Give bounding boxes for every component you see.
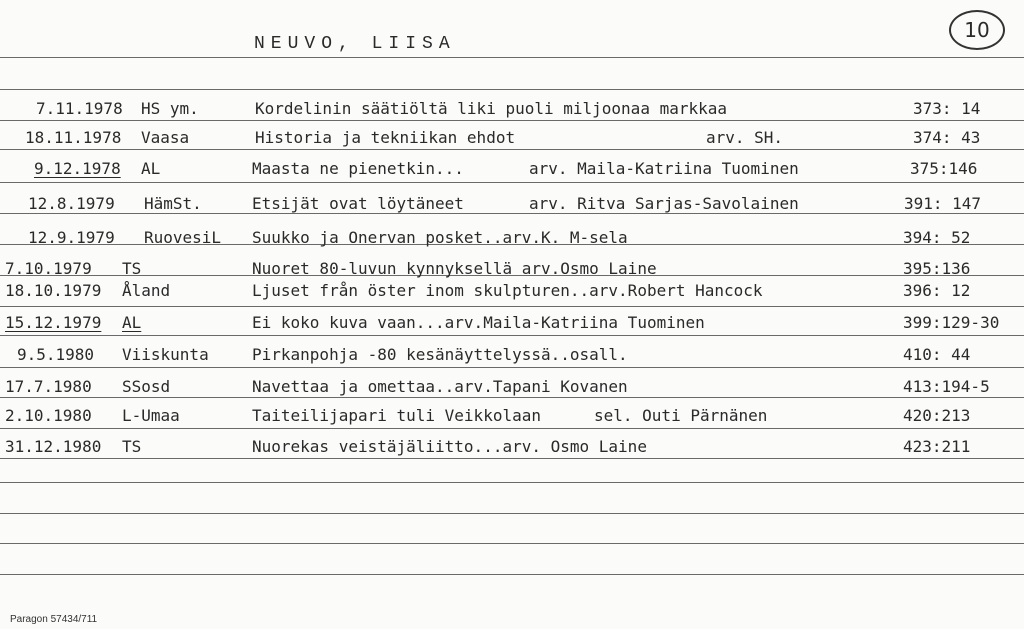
entry-date: 2.10.1980 xyxy=(5,406,92,425)
entry-text: Ei koko kuva vaan...arv.Maila-Katriina Tuominen xyxy=(252,313,705,332)
entry-text: Nuoret 80-luvun kynnyksellä arv.Osmo Laine xyxy=(252,259,657,278)
entry-row xyxy=(0,228,1024,252)
rule-line xyxy=(0,574,1024,575)
entry-source: Vaasa xyxy=(141,128,190,147)
entry-row xyxy=(0,377,1024,401)
entry-row xyxy=(0,345,1024,369)
entry-source: Åland xyxy=(122,281,171,300)
entry-text: Kordelinin säätiöltä liki puoli miljoonaa markkaa xyxy=(255,99,728,118)
printer-mark: Paragon 57434/711 xyxy=(10,614,98,625)
entry-row xyxy=(0,437,1024,461)
entry-date: 12.9.1979 xyxy=(28,228,115,247)
entry-text: Historia ja tekniikan ehdot xyxy=(255,128,516,147)
entry-text: Taiteilijapari tuli Veikkolaan xyxy=(252,406,541,425)
entry-text: Etsijät ovat löytäneet xyxy=(252,194,464,213)
entry-date: 31.12.1980 xyxy=(5,437,102,456)
rule-line xyxy=(0,543,1024,544)
entry-ref: 373: 14 xyxy=(913,99,981,118)
entry-ref: 374: 43 xyxy=(913,128,981,147)
entry-ref: 423:211 xyxy=(903,437,971,456)
entry-source: Viiskunta xyxy=(122,345,209,364)
entry-ref: 413:194-5 xyxy=(903,377,990,396)
entry-date: 9.12.1978 xyxy=(34,159,121,178)
entry-source: L-Umaa xyxy=(122,406,180,425)
entry-date: 17.7.1980 xyxy=(5,377,92,396)
entry-ref: 410: 44 xyxy=(903,345,971,364)
entry-ref: 396: 12 xyxy=(903,281,971,300)
entry-ref: 375:146 xyxy=(910,159,978,178)
entry-ref: 399:129-30 xyxy=(903,313,1000,332)
entry-date: 15.12.1979 xyxy=(5,313,102,332)
entry-text: Pirkanpohja -80 kesänäyttelyssä..osall. xyxy=(252,345,628,364)
rule-line xyxy=(0,57,1024,58)
entry-date: 9.5.1980 xyxy=(17,345,95,364)
entry-text: Maasta ne pienetkin... xyxy=(252,159,464,178)
entry-row xyxy=(0,159,1024,183)
entry-row xyxy=(0,99,1024,123)
entry-text: Navettaa ja omettaa..arv.Tapani Kovanen xyxy=(252,377,628,396)
entry-row xyxy=(0,406,1024,430)
entry-source: AL xyxy=(141,159,161,178)
entry-text: Nuorekas veistäjäliitto...arv. Osmo Laine xyxy=(252,437,647,456)
entry-ref: 420:213 xyxy=(903,406,971,425)
entry-source: HS ym. xyxy=(141,99,199,118)
rule-line xyxy=(0,306,1024,307)
entry-source: SSosd xyxy=(122,377,171,396)
entry-extra: arv. Ritva Sarjas-Savolainen xyxy=(529,194,799,213)
entry-row xyxy=(0,194,1024,218)
entry-date: 12.8.1979 xyxy=(28,194,115,213)
entry-source: AL xyxy=(122,313,142,332)
entry-extra: arv. Maila-Katriina Tuominen xyxy=(529,159,799,178)
entry-text: Ljuset från öster inom skulpturen..arv.Robert Hancock xyxy=(252,281,763,300)
entry-extra: sel. Outi Pärnänen xyxy=(594,406,768,425)
rule-line xyxy=(0,482,1024,483)
entry-row xyxy=(0,128,1024,152)
entry-ref: 395:136 xyxy=(903,259,971,278)
entry-date: 7.10.1979 xyxy=(5,259,92,278)
entry-row xyxy=(0,259,1024,283)
entry-source: TS xyxy=(122,437,142,456)
rule-line xyxy=(0,513,1024,514)
entry-extra: arv. SH. xyxy=(706,128,784,147)
entry-row xyxy=(0,281,1024,305)
entry-ref: 391: 147 xyxy=(904,194,982,213)
card-number-circle: 10 xyxy=(949,10,1005,50)
rule-line xyxy=(0,89,1024,90)
entry-ref: 394: 52 xyxy=(903,228,971,247)
entry-source: TS xyxy=(122,259,142,278)
entry-date: 18.10.1979 xyxy=(5,281,102,300)
entry-date: 18.11.1978 xyxy=(25,128,122,147)
entry-source: RuovesiL xyxy=(144,228,222,247)
entry-row xyxy=(0,313,1024,337)
entry-source: HämSt. xyxy=(144,194,202,213)
entry-text: Suukko ja Onervan posket..arv.K. M-sela xyxy=(252,228,628,247)
card-title: NEUVO, LIISA xyxy=(254,34,456,54)
entry-date: 7.11.1978 xyxy=(36,99,123,118)
